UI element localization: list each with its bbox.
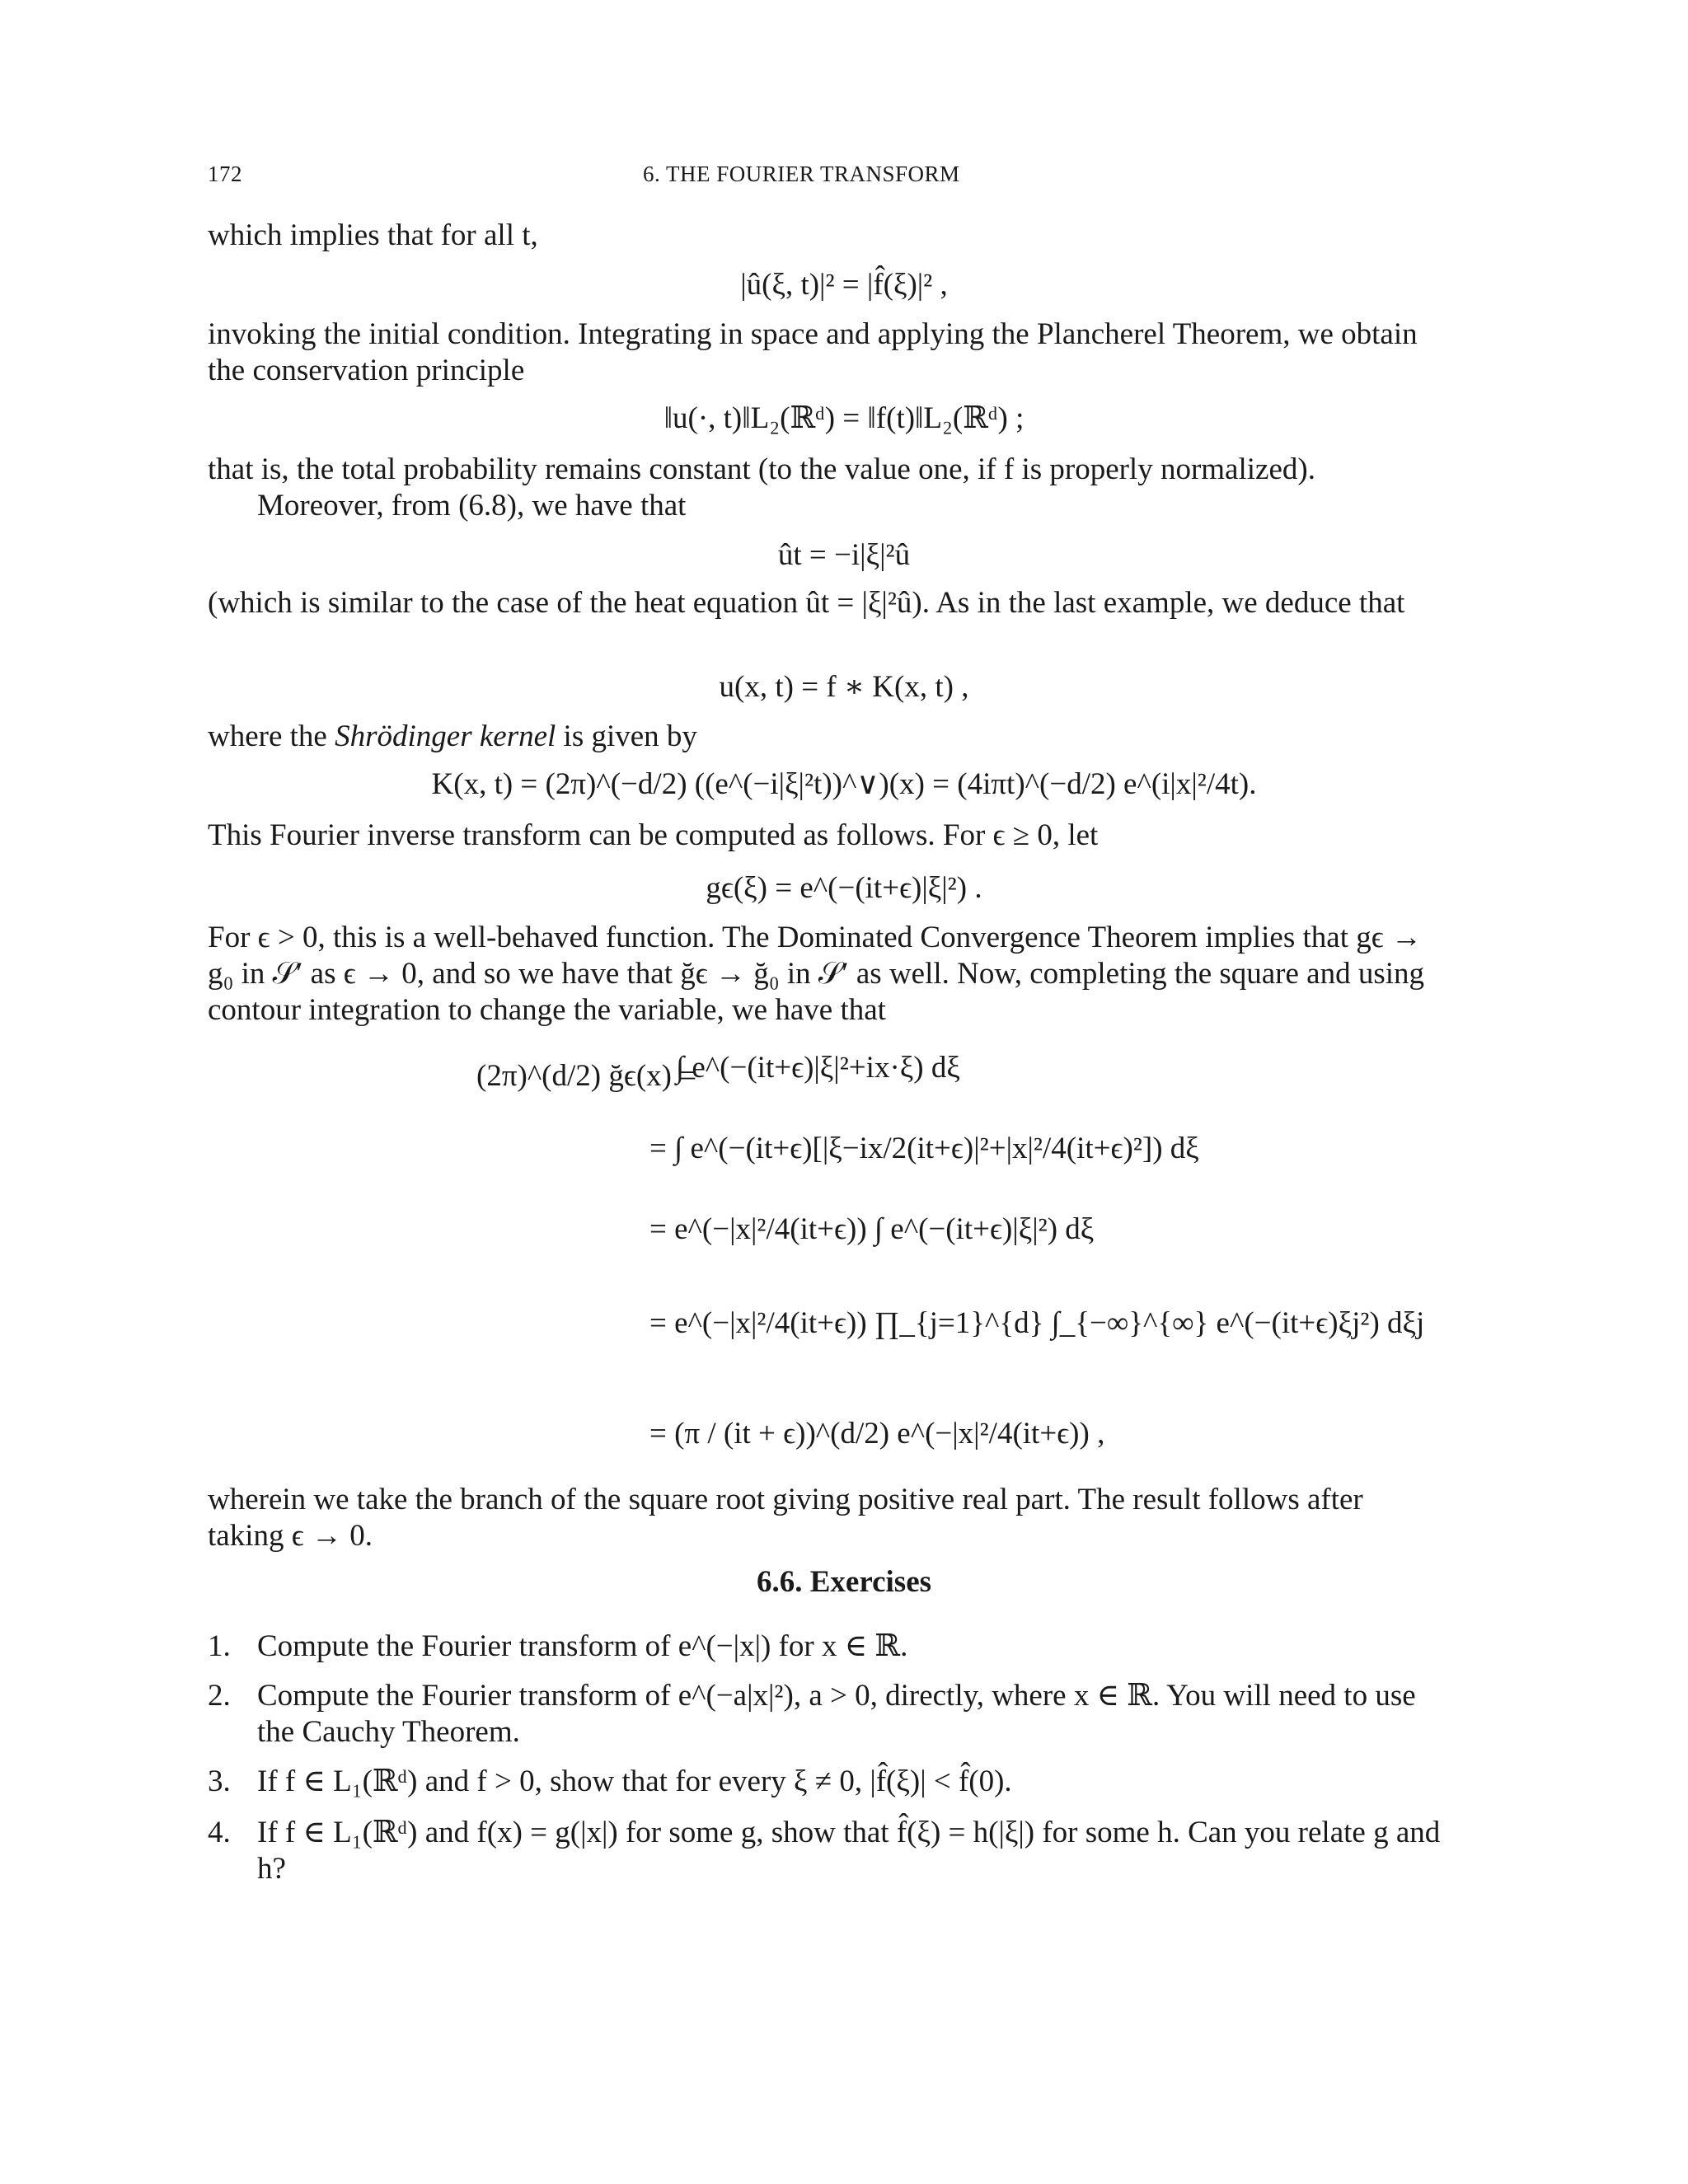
equation: gϵ(ξ) = e^(−(it+ϵ)|ξ|²) . [706,871,982,905]
term-emphasis: Shrödinger kernel [335,719,556,753]
paragraph: For ϵ > 0, this is a well-behaved function. The Dominated Convergence Theorem implies that gϵ → g₀ in 𝒮′ as ϵ → 0, and so we have that ğϵ → ğ₀ in 𝒮′ as well. Now, completing the square and using contour integration to change the variable, we have that [208,921,1425,1027]
section-heading: 6.6. Exercises [756,1565,932,1599]
equation: ût = −i|ξ|²û [777,538,911,572]
exercise-text: Compute the Fourier transform of e^(−a|x|²), a > 0, directly, where x ∈ ℝ. You will need to use the Cauchy Theorem. [257,1679,1416,1749]
exercise-text: Compute the Fourier transform of e^(−|x|) for x ∈ ℝ. [257,1629,908,1663]
exercise-number: 4. [208,1816,231,1849]
exercise-item [208,1629,1444,1665]
exercise-number: 1. [208,1629,231,1663]
equation: K(x, t) = (2π)^(−d/2) ((e^(−i|ξ|²t))^∨)(x) = (4iπt)^(−d/2) e^(i|x|²/4t). [431,767,1257,801]
paragraph: Moreover, from (6.8), we have that [257,489,687,523]
equation: |û(ξ, t)|² = |f̂(ξ)|² , [740,268,948,302]
exercise-text: If f ∈ L₁(ℝᵈ) and f(x) = g(|x|) for some g, show that f̂(ξ) = h(|ξ|) for some h. Can you relate g and h? [257,1816,1441,1886]
paragraph: that is, the total probability remains constant (to the value one, if f is properly normalized). [208,452,1315,486]
running-header: 6. THE FOURIER TRANSFORM [643,162,960,186]
exercise-item [208,1815,1444,1887]
align-line: = ∫ e^(−(it+ϵ)[|ξ−ix/2(it+ϵ)|²+|x|²/4(it+ϵ)²]) dξ [649,1132,1199,1165]
align-line: = (π / (it + ϵ))^(d/2) e^(−|x|²/4(it+ϵ)) , [649,1417,1105,1451]
equation: u(x, t) = f ∗ K(x, t) , [719,670,969,704]
paragraph: which implies that for all t, [208,218,538,252]
align-line: ∫ e^(−(it+ϵ)|ξ|²+ix·ξ) dξ [676,1051,960,1085]
align-lhs: (2π)^(d/2) ğϵ(x) = [476,1059,697,1093]
page-number: 172 [208,162,242,186]
exercise-number: 3. [208,1765,231,1798]
align-line: = e^(−|x|²/4(it+ϵ)) ∏_{j=1}^{d} ∫_{−∞}^{∞} e^(−(it+ϵ)ξj²) dξj [649,1306,1425,1340]
exercise-number: 2. [208,1679,231,1713]
align-line: = e^(−|x|²/4(it+ϵ)) ∫ e^(−(it+ϵ)|ξ|²) dξ [649,1212,1095,1246]
paragraph: where the Shrödinger kernel is given by [208,719,697,753]
exercise-text: If f ∈ L₁(ℝᵈ) and f > 0, show that for every ξ ≠ 0, |f̂(ξ)| < f̂(0). [257,1765,1012,1798]
paragraph: wherein we take the branch of the square root giving positive real part. The result follows after taking ϵ → 0. [208,1483,1363,1553]
paragraph: This Fourier inverse transform can be computed as follows. For ϵ ≥ 0, let [208,818,1099,852]
equation: ‖u(·, t)‖L₂(ℝᵈ) = ‖f(t)‖L₂(ℝᵈ) ; [663,401,1025,435]
paragraph: invoking the initial condition. Integrating in space and applying the Plancherel Theorem, we obtain the conservation principle [208,317,1418,387]
paragraph: (which is similar to the case of the heat equation ût = |ξ|²û). As in the last example, we deduce that [208,586,1405,620]
exercise-item [208,1678,1444,1750]
exercise-item [208,1764,1444,1800]
